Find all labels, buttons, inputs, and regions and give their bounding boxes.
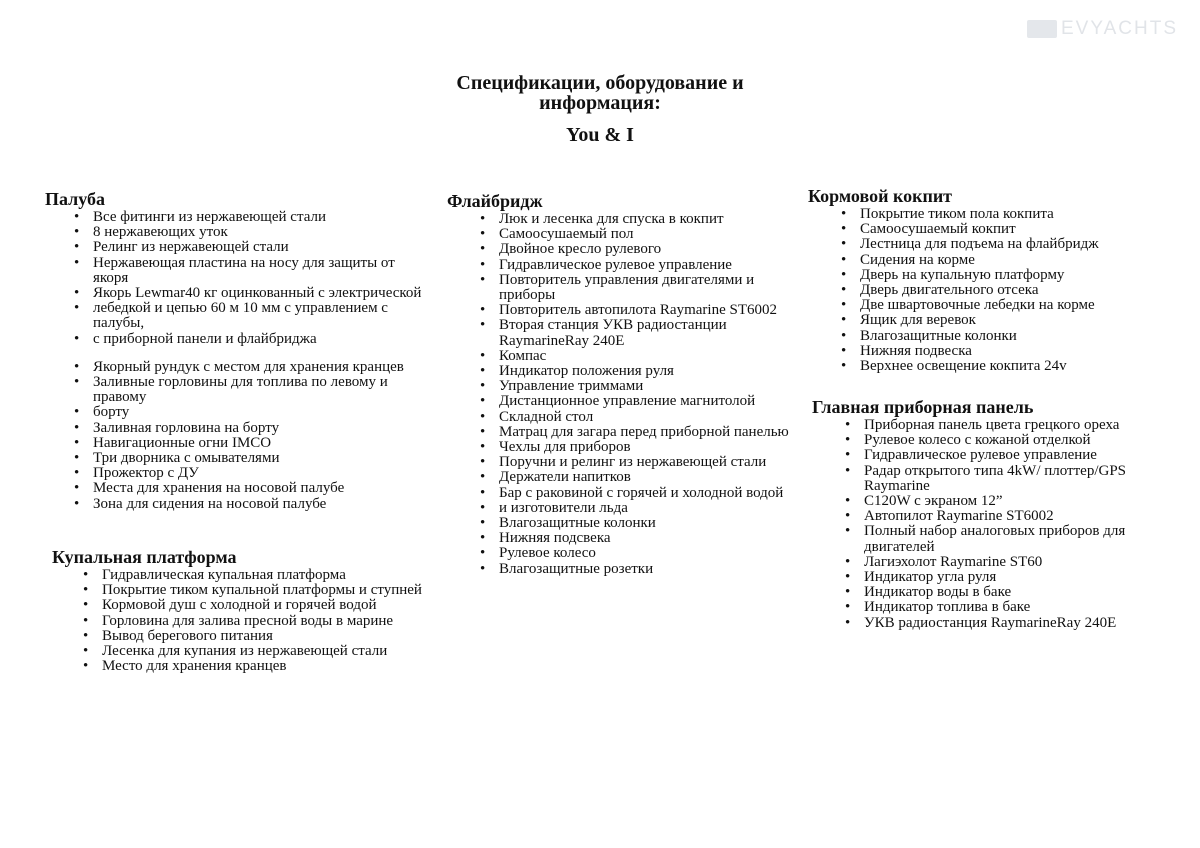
list-item: • Две швартовочные лебедки на корме [836, 298, 1168, 313]
list-item: • Нержавеющая пластина на носу для защиты от якоря [69, 256, 425, 286]
list-item: • Индикатор положения руля [475, 364, 797, 379]
list-item: • C120W с экраном 12” [840, 494, 1172, 509]
list-item: • Вывод берегового питания [78, 629, 442, 644]
section-heading: Кормовой кокпит [808, 186, 953, 206]
list-item: • Релинг из нержавеющей стали [69, 240, 425, 255]
section-heading: Главная приборная панель [812, 397, 1034, 417]
watermark [1027, 18, 1178, 40]
item-list [836, 207, 1168, 374]
list-item: • борту [69, 405, 425, 420]
list-item: • Люк и лесенка для спуска в кокпит [475, 212, 797, 227]
list-item: • Индикатор угла руля [840, 570, 1172, 585]
section-flybridge [447, 192, 797, 577]
yacht-logo-icon [1027, 20, 1057, 38]
title-line-2: информация: [539, 92, 661, 114]
list-item: • Полный набор аналоговых приборов для двигателей [840, 524, 1172, 554]
document-title [400, 73, 800, 113]
list-item: • Верхнее освещение кокпита 24v [836, 359, 1168, 374]
list-item: • Рулевое колесо с кожаной отделкой [840, 433, 1172, 448]
list-item: • Самоосушаемый кокпит [836, 222, 1168, 237]
list-item: • Самоосушаемый пол [475, 227, 797, 242]
list-item: • Прожектор с ДУ [69, 466, 425, 481]
list-item: • Дистанционное управление магнитолой [475, 394, 797, 409]
list-item: • УКВ радиостанция RaymarineRay 240E [840, 616, 1172, 631]
list-item: • Якорный рундук с местом для хранения кранцев [69, 360, 425, 375]
section-main-panel [812, 398, 1172, 631]
list-item: • 8 нержавеющих уток [69, 225, 425, 240]
list-item: • Сидения на корме [836, 253, 1168, 268]
list-item: • Повторитель автопилота Raymarine ST6002 [475, 303, 797, 318]
list-item: • Гидравлическая купальная платформа [78, 568, 442, 583]
section-heading: Палуба [45, 189, 106, 209]
item-list [69, 210, 425, 512]
list-item: • Лагиэхолот Raymarine ST60 [840, 555, 1172, 570]
list-item: • Матрац для загара перед приборной панелью [475, 425, 797, 440]
list-item: • Автопилот Raymarine ST6002 [840, 509, 1172, 524]
list-item: • Дверь двигательного отсека [836, 283, 1168, 298]
list-item: • Заливные горловины для топлива по левому и правому [69, 375, 425, 405]
list-item: • Влагозащитные колонки [836, 329, 1168, 344]
list-item: • Повторитель управления двигателями и приборы [475, 273, 797, 303]
list-item: • Влагозащитные колонки [475, 516, 797, 531]
list-item: • Вторая станция УКВ радиостанции RaymarineRay 240E [475, 318, 797, 348]
list-item: • Бар с раковиной с горячей и холодной водой [475, 486, 797, 501]
list-item: • Покрытие тиком купальной платформы и ступней [78, 583, 442, 598]
section-heading: Купальная платформа [52, 547, 237, 567]
item-list [475, 212, 797, 577]
list-item: • Три дворника с омывателями [69, 451, 425, 466]
list-item: • Держатели напитков [475, 470, 797, 485]
list-item: • Места для хранения на носовой палубе [69, 481, 425, 496]
list-item: • Влагозащитные розетки [475, 562, 797, 577]
list-item: • Место для хранения кранцев [78, 659, 442, 674]
item-list [78, 568, 442, 674]
list-item: • Рулевое колесо [475, 546, 797, 561]
watermark-text: EVYACHTS [1060, 18, 1178, 39]
list-item: • Лестница для подъема на флайбридж [836, 237, 1168, 252]
document-subtitle: You & I [566, 124, 634, 146]
list-item: • Покрытие тиком пола кокпита [836, 207, 1168, 222]
list-item: • Приборная панель цвета грецкого ореха [840, 418, 1172, 433]
list-item: • Двойное кресло рулевого [475, 242, 797, 257]
list-item: • Нижняя подвеска [836, 344, 1168, 359]
section-paluba [45, 190, 425, 512]
title-line-1: Спецификации, оборудование и [456, 72, 744, 94]
list-item: • Дверь на купальную платформу [836, 268, 1168, 283]
list-item: • Все фитинги из нержавеющей стали [69, 210, 425, 225]
list-item: • Складной стол [475, 410, 797, 425]
list-item: • Якорь Lewmar40 кг оцинкованный с электрической [69, 286, 425, 301]
list-item: • Радар открытого типа 4kW/ плоттер/GPS Raymarine [840, 464, 1172, 494]
list-item: • Гидравлическое рулевое управление [475, 258, 797, 273]
list-item: • Компас [475, 349, 797, 364]
list-item: • Зона для сидения на носовой палубе [69, 497, 425, 512]
list-item: • и изготовители льда [475, 501, 797, 516]
list-item: • Поручни и релинг из нержавеющей стали [475, 455, 797, 470]
list-item: • Индикатор воды в баке [840, 585, 1172, 600]
item-list [840, 418, 1172, 631]
list-item: • Управление триммами [475, 379, 797, 394]
list-item: • Нижняя подсвека [475, 531, 797, 546]
list-item: • Ящик для веревок [836, 313, 1168, 328]
list-item: • Индикатор топлива в баке [840, 600, 1172, 615]
list-item: • Навигационные огни IMCO [69, 436, 425, 451]
section-cockpit [808, 187, 1168, 374]
list-item: • лебедкой и цепью 60 м 10 мм с управлением с палубы, [69, 301, 425, 331]
list-item: • Кормовой душ с холодной и горячей водой [78, 598, 442, 613]
list-item: • Горловина для залива пресной воды в марине [78, 614, 442, 629]
list-item: • Чехлы для приборов [475, 440, 797, 455]
list-item: • Гидравлическое рулевое управление [840, 448, 1172, 463]
section-heading: Флайбридж [447, 191, 543, 211]
list-item: • Заливная горловина на борту [69, 421, 425, 436]
section-kupalnaya [52, 548, 442, 674]
list-item: • Лесенка для купания из нержавеющей стали [78, 644, 442, 659]
list-item: • с приборной панели и флайбриджа [69, 332, 425, 347]
